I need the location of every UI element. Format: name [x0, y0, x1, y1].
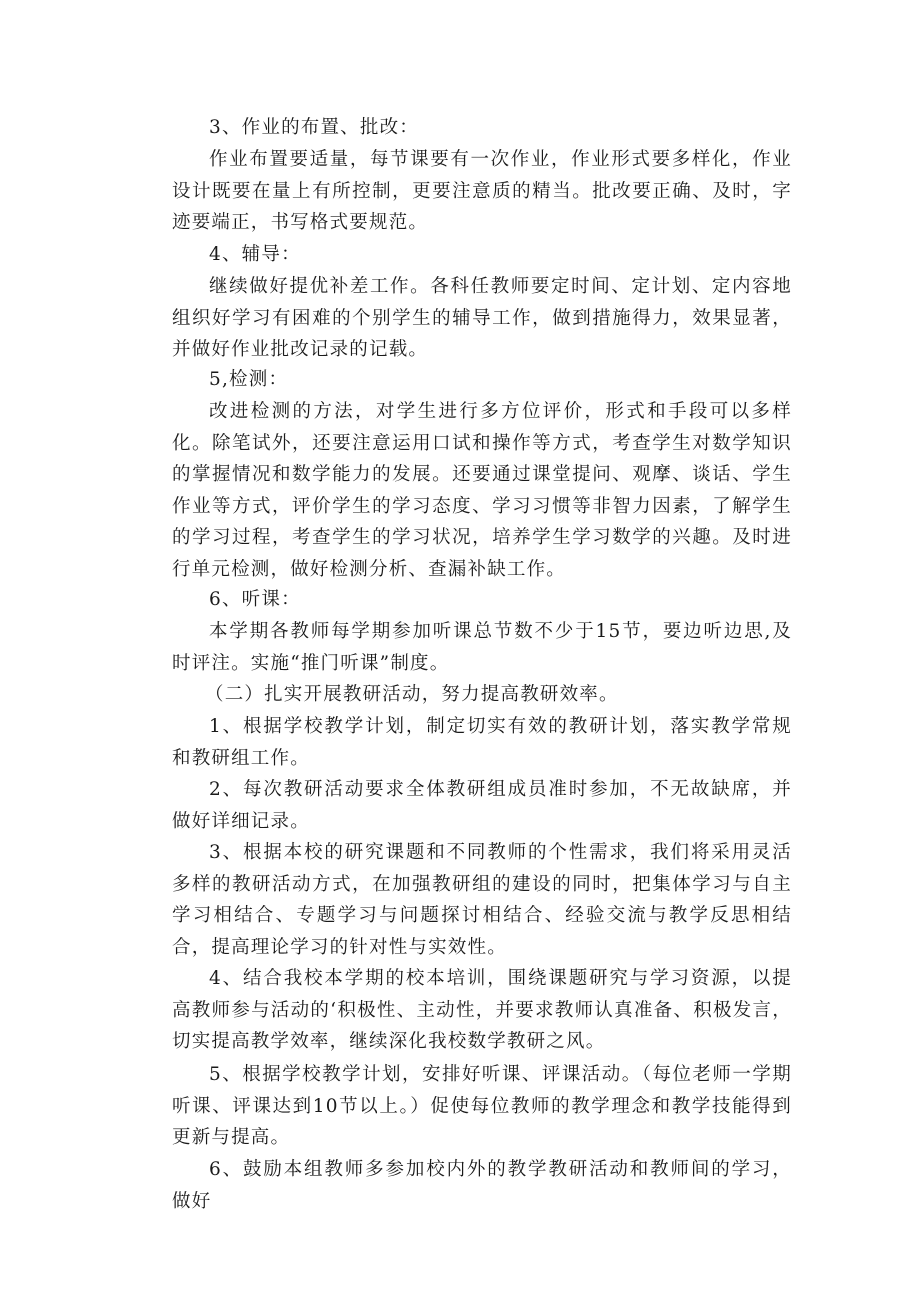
paragraph-lesson-observation: 本学期各教师每学期参加听课总节数不少于15节，要边听边思,及时评注。实施“推门听课”制度。 — [172, 621, 792, 674]
heading-tutoring: 4、辅导： — [209, 244, 301, 265]
list-item-1: 1、根据学校教学计划，制定切实有效的教研计划，落实教学常规和教研组工作。 — [172, 716, 792, 769]
list-item-5: 5、根据学校教学计划，安排好听课、评课活动。（每位老师一学期听课、评课达到10节以上。）促使每位教师的教学理念和教学技能得到更新与提高。 — [172, 1064, 792, 1148]
paragraph-homework: 作业布置要适量，每节课要有一次作业，作业形式要多样化，作业设计既要在量上有所控制，更要注意质的精当。批改要正确、及时，字迹要端正，书写格式要规范。 — [172, 149, 792, 233]
list-item-2: 2、每次教研活动要求全体教研组成员准时参加，不无故缺席，并做好详细记录。 — [172, 779, 792, 832]
paragraph-tutoring: 继续做好提优补差工作。各科任教师要定时间、定计划、定内容地组织好学习有困难的个别学生的辅导工作，做到措施得力，效果显著，并做好作业批改记录的记载。 — [172, 276, 792, 360]
heading-testing: 5,检测： — [209, 369, 289, 390]
list-item-3: 3、根据本校的研究课题和不同教师的个性需求，我们将采用灵活多样的教研活动方式，在加强教研组的建设的同时，把集体学习与自主学习相结合、专题学习与问题探讨相结合、经验交流与教学反思相结合，提高理论学习的针对性与实效性。 — [172, 842, 792, 958]
list-item-4: 4、结合我校本学期的校本培训，围绕课题研究与学习资源，以提高教师参与活动的‘积极性、主动性，并要求教师认真准备、积极发言，切实提高教学效率，继续深化我校数学教研之风。 — [172, 968, 792, 1052]
section-heading-research: （二）扎实开展教研活动，努力提高教研效率。 — [205, 684, 619, 705]
heading-homework: 3、作业的布置、批改： — [209, 117, 419, 138]
heading-lesson-observation: 6、听课： — [209, 589, 301, 610]
paragraph-testing: 改进检测的方法，对学生进行多方位评价，形式和手段可以多样化。除笔试外，还要注意运用口试和操作等方式，考查学生对数学知识的掌握情况和数学能力的发展。还要通过课堂提问、观摩、谈话、学生作业等方式，评价学生的学习态度、学习习惯等非智力因素，了解学生的学习过程，考查学生的学习状况，培养学生学习数学的兴趣。及时进行单元检测，做好检测分析、查漏补缺工作。 — [172, 401, 792, 580]
list-item-6: 6、鼓励本组教师多参加校内外的教学教研活动和教师间的学习，做好 — [172, 1159, 792, 1212]
